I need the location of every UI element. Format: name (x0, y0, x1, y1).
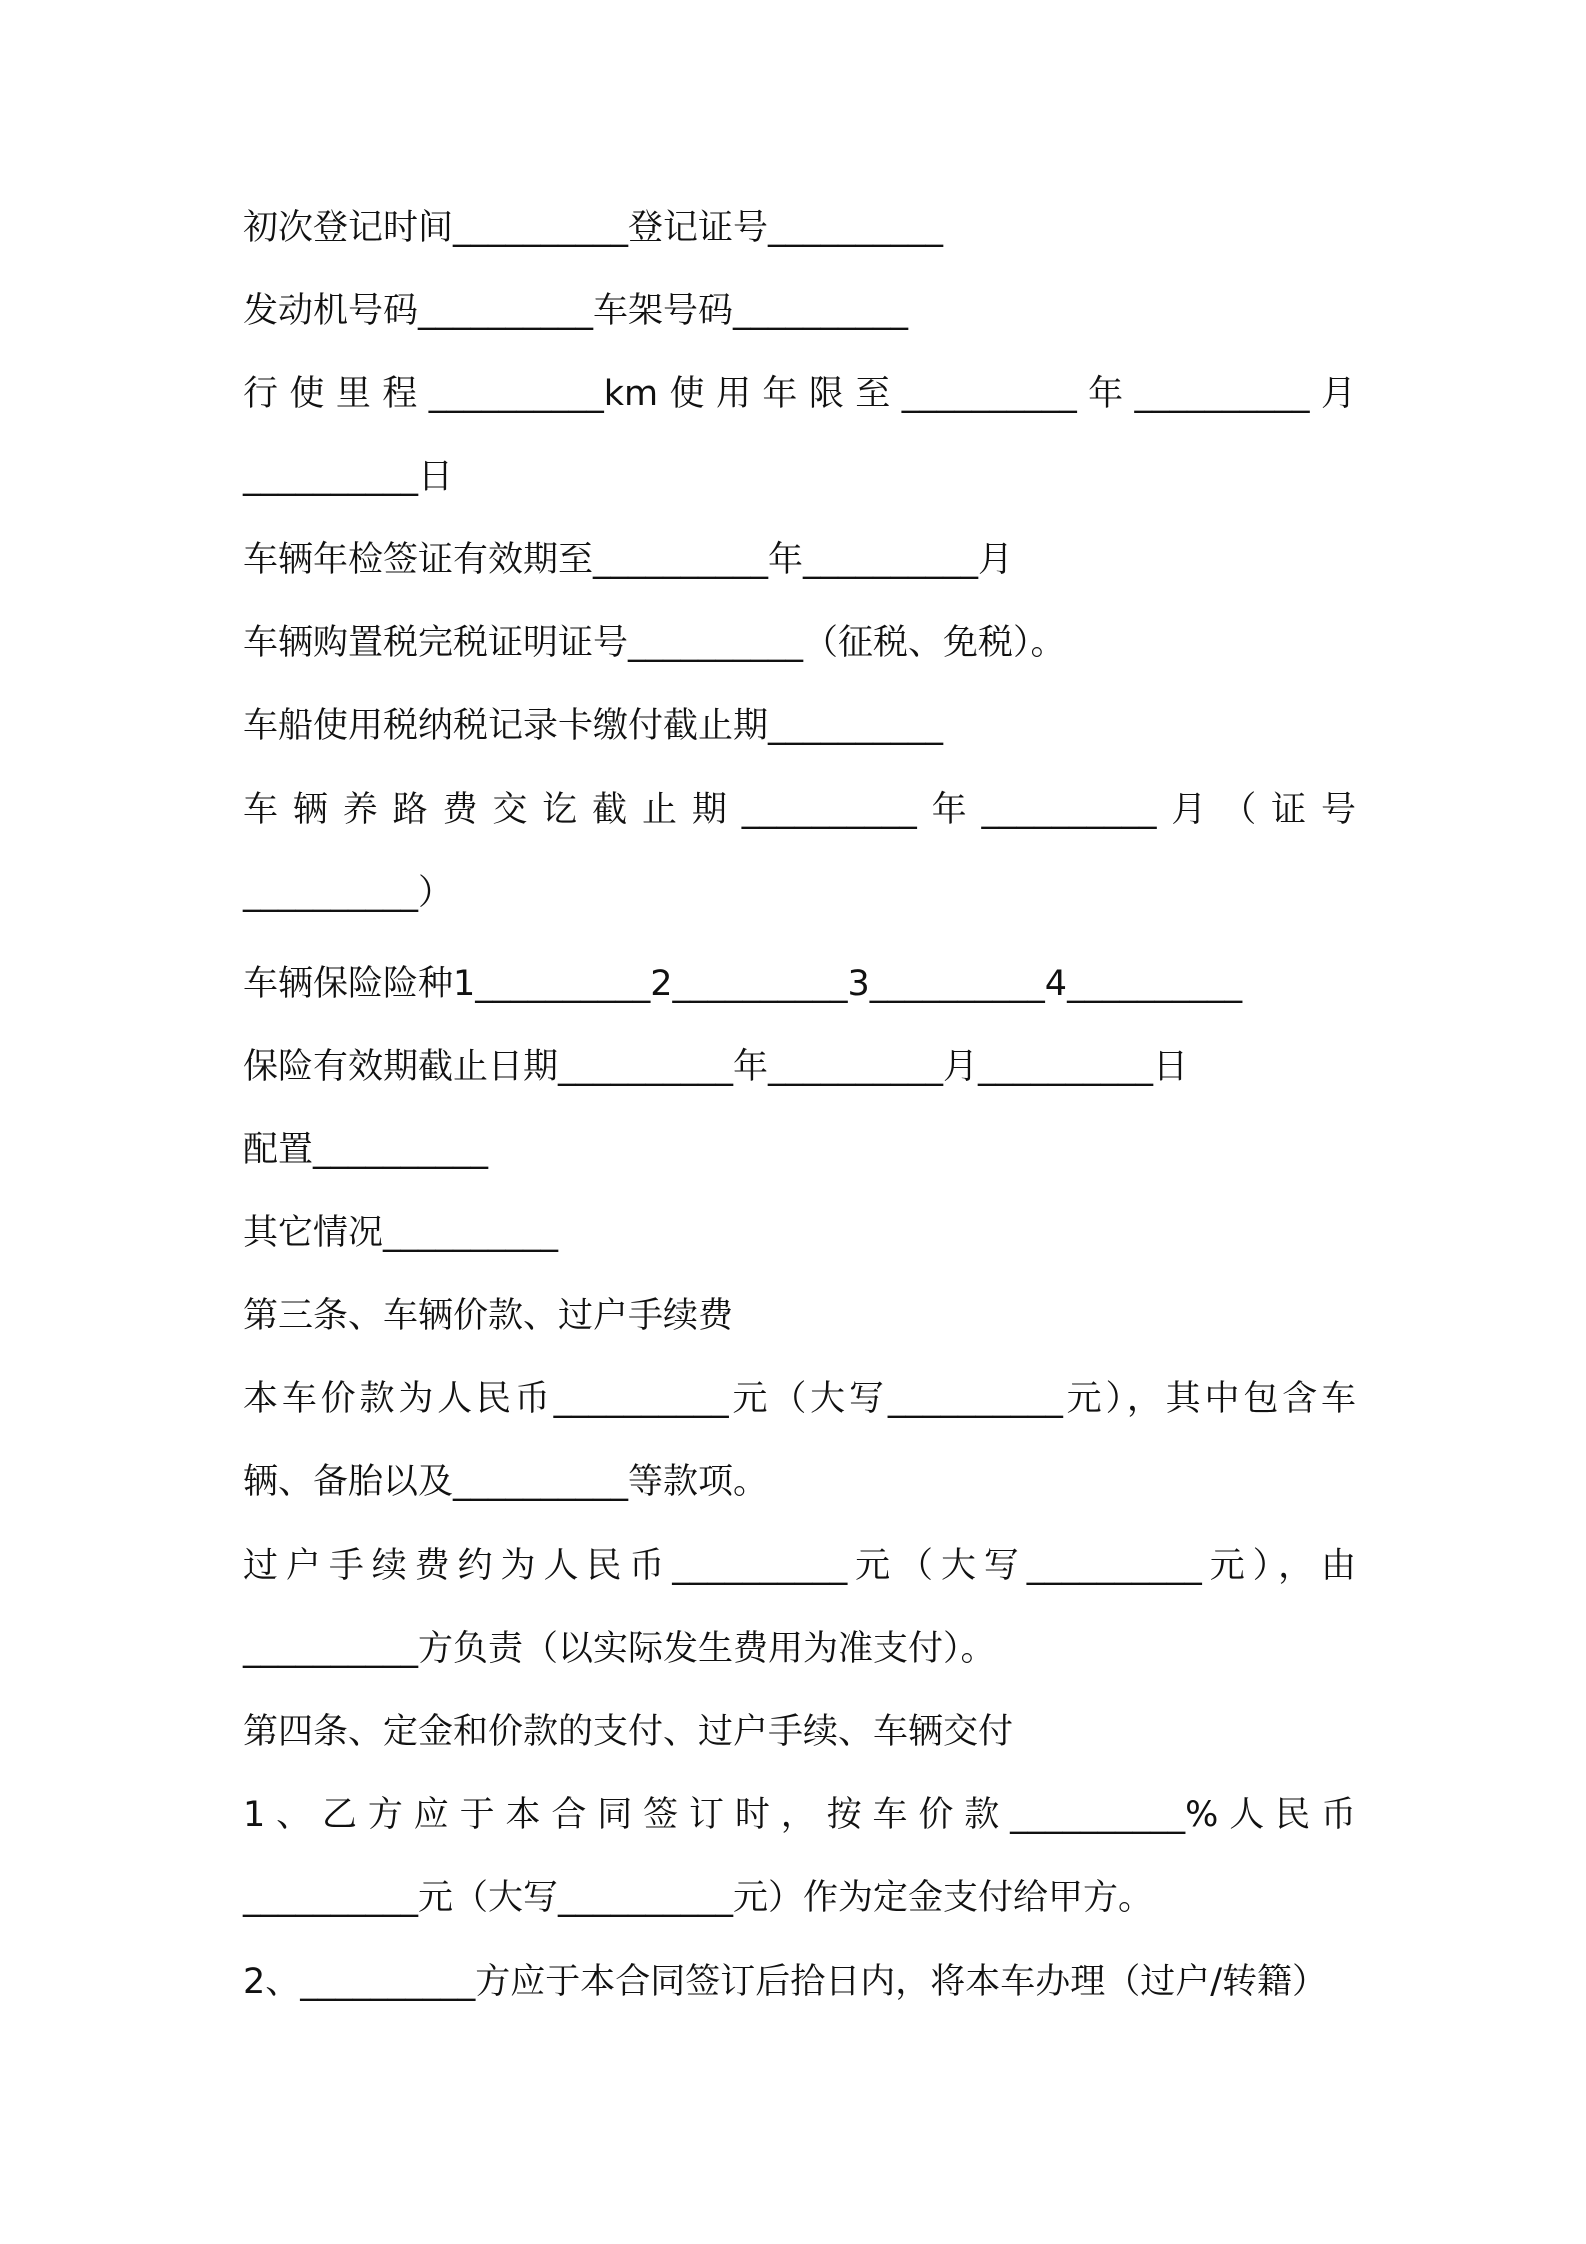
article-three-heading: 第三条、车辆价款、过户手续费 (243, 1296, 734, 1336)
transfer-fee-line-continued: __________方负责（以实际发生费用为准支付）。 (243, 1629, 996, 1669)
vehicle-tax-line: 车船使用税纳税记录卡缴付截止期__________ (243, 706, 944, 746)
vehicle-price-line-continued: 辆、备胎以及__________等款项。 (243, 1462, 769, 1502)
insurance-types-line: 车辆保险险种1__________2__________3__________4__________ (243, 964, 1243, 1004)
road-maintenance-fee-line-continued: __________） (243, 873, 454, 913)
insurance-expiry-line: 保险有效期截止日期__________年__________月__________日 (243, 1047, 1189, 1087)
mileage-line-continued: __________日 (243, 457, 454, 497)
vehicle-price-line: 本车价款为人民币__________元（大写__________元），其中包含车 (243, 1379, 1356, 1419)
other-conditions-line: 其它情况__________ (243, 1213, 559, 1253)
configuration-line: 配置__________ (243, 1130, 489, 1170)
mileage-line: 行使里程__________km使用年限至__________年__________月 (243, 374, 1356, 414)
article-four-heading: 第四条、定金和价款的支付、过户手续、车辆交付 (243, 1712, 1014, 1752)
deposit-clause-line-continued: __________元（大写__________元）作为定金支付给甲方。 (243, 1878, 1154, 1918)
transfer-clause-line: 2、__________方应于本合同签订后拾日内，将本车办理（过户/转籍） (243, 1962, 1328, 2002)
engine-number-line: 发动机号码__________车架号码__________ (243, 291, 909, 331)
transfer-fee-line: 过户手续费约为人民币__________元（大写__________元），由 (243, 1546, 1356, 1586)
registration-date-line: 初次登记时间__________登记证号__________ (243, 208, 944, 248)
purchase-tax-line: 车辆购置税完税证明证号__________（征税、免税）。 (243, 623, 1066, 663)
deposit-clause-line: 1、乙方应于本合同签订时，按车价款__________%人民币 (243, 1795, 1356, 1835)
annual-inspection-line: 车辆年检签证有效期至__________年__________月 (243, 540, 1014, 580)
road-maintenance-fee-line: 车辆养路费交讫截止期__________年__________月（证号 (243, 790, 1356, 830)
